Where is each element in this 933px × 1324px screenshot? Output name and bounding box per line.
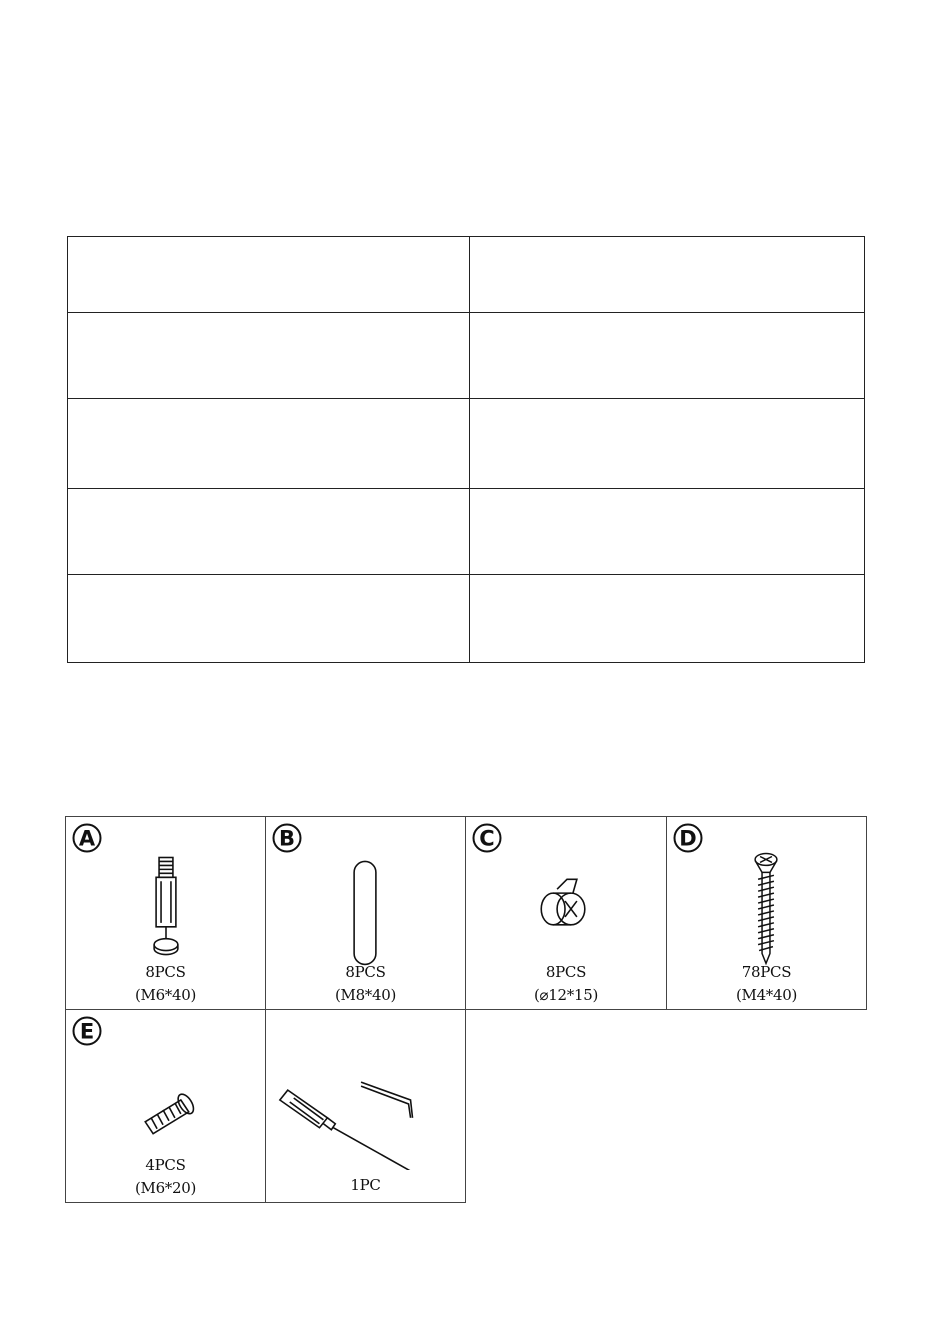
table-row bbox=[68, 489, 865, 575]
table-cell bbox=[68, 313, 470, 399]
hardware-item-tools bbox=[265, 1009, 466, 1203]
svg-text:E: E bbox=[79, 1019, 95, 1044]
table-cell bbox=[68, 237, 470, 313]
hardware-spec: (M8*40) bbox=[334, 986, 397, 1004]
table-cell bbox=[470, 313, 865, 399]
table-cell bbox=[470, 237, 865, 313]
table-cell bbox=[68, 575, 470, 663]
hardware-qty: 8PCS bbox=[145, 963, 186, 981]
table-cell bbox=[470, 575, 865, 663]
cam-lock-nut-icon bbox=[466, 847, 666, 967]
wood-screw-icon bbox=[667, 847, 866, 967]
hardware-spec: (M6*40) bbox=[134, 986, 197, 1004]
cam-bolt-icon bbox=[66, 847, 265, 967]
table-cell bbox=[470, 399, 865, 489]
table-cell bbox=[470, 489, 865, 575]
hardware-item-a bbox=[65, 816, 266, 1010]
hardware-qty: 8PCS bbox=[345, 963, 386, 981]
table-row bbox=[68, 237, 865, 313]
table-cell bbox=[68, 489, 470, 575]
hardware-qty: 4PCS bbox=[145, 1156, 186, 1174]
svg-text:A: A bbox=[78, 826, 96, 851]
svg-text:B: B bbox=[278, 826, 296, 851]
hardware-spec: (M6*20) bbox=[134, 1179, 197, 1197]
table-cell bbox=[68, 399, 470, 489]
hardware-qty: 1PC bbox=[350, 1176, 381, 1194]
hardware-item-c bbox=[465, 816, 667, 1010]
hardware-item-b bbox=[265, 816, 466, 1010]
table-row bbox=[68, 313, 865, 399]
table-row bbox=[68, 399, 865, 489]
screwdriver-and-allen-key-icon bbox=[266, 1030, 465, 1170]
wooden-dowel-icon bbox=[266, 847, 465, 967]
hardware-qty: 8PCS bbox=[545, 963, 587, 981]
svg-text:D: D bbox=[679, 826, 697, 851]
short-bolt-icon bbox=[66, 1040, 265, 1160]
hardware-spec: (⌀12*15) bbox=[533, 986, 598, 1004]
hardware-spec: (M4*40) bbox=[735, 986, 798, 1004]
hardware-item-e bbox=[65, 1009, 266, 1203]
parts-table bbox=[67, 236, 865, 663]
hardware-qty: 78PCS bbox=[741, 963, 792, 981]
svg-text:C: C bbox=[479, 826, 495, 851]
hardware-item-d bbox=[666, 816, 867, 1010]
table-row bbox=[68, 575, 865, 663]
